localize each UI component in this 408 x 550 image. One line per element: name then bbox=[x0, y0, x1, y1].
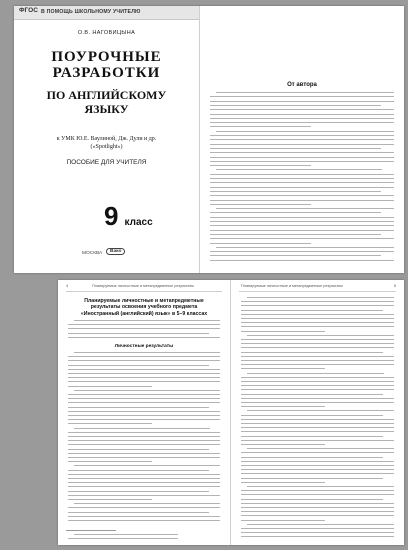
text-line bbox=[241, 511, 394, 512]
text-line bbox=[247, 486, 394, 487]
text-line bbox=[241, 385, 394, 386]
publisher-city: МОСКВА bbox=[82, 251, 103, 256]
text-line bbox=[68, 486, 220, 487]
text-line bbox=[210, 118, 394, 119]
text-line bbox=[68, 398, 220, 399]
text-line bbox=[210, 234, 381, 235]
text-line bbox=[68, 444, 220, 445]
text-line bbox=[210, 221, 394, 222]
umk-line-1: к УМК Ю.Е. Ваулиной, Дж. Дули и др. bbox=[56, 136, 157, 142]
text-line bbox=[68, 474, 220, 475]
text-line bbox=[241, 452, 394, 453]
book-subtitle-line-2: ЯЗЫКУ bbox=[84, 102, 129, 116]
header-rule bbox=[66, 291, 222, 292]
page-five bbox=[231, 280, 404, 545]
text-line bbox=[241, 528, 394, 529]
text-line bbox=[74, 390, 220, 391]
text-line bbox=[210, 144, 394, 145]
text-line bbox=[241, 343, 394, 344]
text-line bbox=[210, 178, 394, 179]
teacher-guide-label: ПОСОБИЕ ДЛЯ УЧИТЕЛЯ bbox=[66, 159, 147, 166]
text-line bbox=[68, 360, 220, 361]
text-line bbox=[68, 516, 220, 517]
text-line bbox=[68, 365, 209, 366]
text-line bbox=[216, 169, 382, 170]
page-number-left: 4 bbox=[66, 284, 69, 288]
footnote-rule bbox=[66, 530, 116, 531]
text-line bbox=[68, 369, 220, 370]
series-label: В ПОМОЩЬ ШКОЛЬНОМУ УЧИТЕЛЮ bbox=[41, 9, 141, 15]
page-number-right: 5 bbox=[393, 284, 396, 288]
chapter-title-line-3: «Иностранный (английский) язык» в 5–9 классах bbox=[80, 310, 208, 317]
grade-label bbox=[104, 201, 153, 232]
text-line bbox=[241, 494, 394, 495]
text-line bbox=[68, 512, 209, 513]
text-line bbox=[241, 436, 383, 437]
text-line bbox=[210, 165, 311, 166]
text-line bbox=[68, 324, 220, 325]
text-line bbox=[68, 520, 220, 521]
text-line bbox=[210, 204, 311, 205]
text-line bbox=[68, 328, 220, 329]
text-line bbox=[210, 161, 394, 162]
text-line bbox=[68, 499, 152, 500]
text-line bbox=[74, 428, 210, 429]
text-line bbox=[241, 314, 394, 315]
page-four bbox=[58, 280, 231, 545]
text-line bbox=[210, 238, 394, 239]
text-line bbox=[68, 373, 220, 374]
text-line bbox=[241, 415, 383, 416]
text-line bbox=[241, 402, 394, 403]
text-line bbox=[68, 538, 178, 539]
text-line bbox=[210, 182, 394, 183]
text-line bbox=[241, 440, 394, 441]
text-line bbox=[210, 174, 394, 175]
book-subtitle-line-1: ПО АНГЛИЙСКОМУ bbox=[46, 88, 167, 102]
text-line bbox=[210, 109, 394, 110]
text-line bbox=[247, 335, 394, 336]
header-rule bbox=[239, 291, 396, 292]
text-line bbox=[210, 243, 311, 244]
text-line bbox=[210, 135, 394, 136]
text-line bbox=[68, 495, 220, 496]
text-line bbox=[241, 331, 325, 332]
text-line bbox=[241, 444, 325, 445]
text-line bbox=[68, 449, 209, 450]
text-line bbox=[68, 432, 220, 433]
text-line bbox=[241, 368, 325, 369]
text-line bbox=[68, 333, 209, 334]
text-line bbox=[68, 507, 220, 508]
text-line bbox=[68, 453, 220, 454]
text-line bbox=[247, 297, 394, 298]
text-line bbox=[68, 457, 220, 458]
text-line bbox=[241, 364, 394, 365]
text-line bbox=[68, 411, 220, 412]
text-line bbox=[210, 191, 381, 192]
book-title-line-1: ПОУРОЧНЫЕ bbox=[51, 49, 162, 65]
text-line bbox=[210, 225, 394, 226]
umk-reference bbox=[24, 136, 189, 151]
text-line bbox=[210, 152, 394, 153]
text-line bbox=[241, 322, 394, 323]
text-line bbox=[241, 499, 383, 500]
text-line bbox=[241, 406, 325, 407]
running-head-right: Планируемые личностные и метапредметные результаты bbox=[241, 284, 344, 288]
book-title-line-2: РАЗРАБОТКИ bbox=[52, 65, 161, 81]
text-line bbox=[241, 469, 394, 470]
text-line bbox=[74, 465, 220, 466]
text-line bbox=[68, 478, 220, 479]
text-line bbox=[241, 381, 394, 382]
text-line bbox=[68, 394, 220, 395]
text-line bbox=[68, 482, 220, 483]
text-line bbox=[210, 122, 394, 123]
text-line bbox=[210, 126, 311, 127]
text-line bbox=[210, 255, 381, 256]
text-line bbox=[241, 482, 325, 483]
series-band bbox=[14, 6, 199, 20]
text-line bbox=[68, 470, 209, 471]
text-line bbox=[68, 419, 220, 420]
text-line bbox=[210, 230, 394, 231]
text-line bbox=[68, 440, 220, 441]
text-line bbox=[68, 386, 152, 387]
text-line bbox=[241, 318, 394, 319]
text-line bbox=[247, 524, 394, 525]
text-line bbox=[241, 305, 394, 306]
text-line bbox=[241, 301, 394, 302]
text-line bbox=[241, 377, 394, 378]
chapter-title-line-1: Планируемые личностные и метапредметные bbox=[84, 298, 204, 304]
text-line bbox=[68, 436, 220, 437]
text-line bbox=[210, 200, 394, 201]
text-line bbox=[68, 337, 220, 338]
text-line bbox=[247, 410, 394, 411]
text-line bbox=[241, 461, 394, 462]
text-line bbox=[241, 431, 394, 432]
text-line bbox=[241, 520, 325, 521]
text-line bbox=[68, 407, 209, 408]
text-line bbox=[210, 251, 394, 252]
text-line bbox=[210, 114, 394, 115]
text-line bbox=[241, 465, 394, 466]
text-line bbox=[241, 326, 394, 327]
text-line bbox=[247, 373, 384, 374]
text-line bbox=[241, 478, 383, 479]
text-line bbox=[210, 212, 381, 213]
title-page bbox=[14, 6, 200, 273]
text-line bbox=[247, 448, 394, 449]
text-line bbox=[216, 131, 394, 132]
text-line bbox=[68, 381, 220, 382]
umk-line-2: («Spotlight») bbox=[90, 143, 123, 150]
text-line bbox=[68, 402, 220, 403]
chapter-title-line-2: результаты освоения учебного предмета bbox=[90, 304, 198, 311]
chapter-title bbox=[68, 298, 220, 317]
text-line bbox=[210, 105, 381, 106]
text-line bbox=[241, 360, 394, 361]
text-line bbox=[241, 536, 394, 537]
text-line bbox=[241, 310, 383, 311]
text-line bbox=[241, 490, 394, 491]
text-line bbox=[241, 515, 394, 516]
text-line bbox=[210, 139, 394, 140]
fgos-logo: ФГОС bbox=[19, 7, 38, 14]
text-line bbox=[216, 92, 394, 93]
text-line bbox=[241, 356, 394, 357]
text-line bbox=[210, 101, 394, 102]
text-line bbox=[210, 148, 381, 149]
text-line bbox=[241, 352, 383, 353]
text-line bbox=[241, 347, 394, 348]
text-line bbox=[74, 534, 178, 535]
text-line bbox=[241, 473, 394, 474]
text-line bbox=[241, 389, 394, 390]
text-line bbox=[68, 415, 220, 416]
book-title bbox=[14, 49, 199, 81]
text-line bbox=[68, 356, 220, 357]
text-line bbox=[210, 187, 394, 188]
text-line bbox=[241, 419, 394, 420]
text-line bbox=[210, 195, 394, 196]
text-line bbox=[210, 157, 394, 158]
text-line bbox=[241, 394, 383, 395]
text-line bbox=[210, 217, 394, 218]
text-line bbox=[74, 320, 220, 321]
publisher-logo: Вако bbox=[106, 248, 125, 255]
personal-results-heading: Личностные результаты bbox=[114, 344, 174, 349]
text-line bbox=[241, 398, 394, 399]
text-line bbox=[241, 339, 394, 340]
text-line bbox=[210, 260, 394, 261]
text-line bbox=[68, 461, 152, 462]
text-line bbox=[68, 377, 220, 378]
running-head-left: Планируемые личностные и метапредметные результаты bbox=[92, 284, 195, 288]
text-line bbox=[241, 427, 394, 428]
text-line bbox=[241, 503, 394, 504]
text-line bbox=[74, 352, 220, 353]
bottom-book-spread bbox=[58, 280, 404, 545]
foreword-heading: От автора bbox=[287, 82, 317, 88]
text-line bbox=[68, 491, 209, 492]
text-line bbox=[216, 247, 394, 248]
text-line bbox=[210, 96, 394, 97]
author-foreword-page bbox=[200, 6, 404, 273]
grade-word: класс bbox=[124, 217, 153, 228]
text-line bbox=[241, 457, 383, 458]
book-subtitle bbox=[14, 88, 199, 116]
text-line bbox=[74, 503, 220, 504]
text-line bbox=[68, 423, 152, 424]
text-line bbox=[241, 532, 394, 533]
text-line bbox=[216, 208, 394, 209]
text-line bbox=[241, 423, 394, 424]
grade-number: 9 bbox=[104, 201, 119, 231]
text-line bbox=[241, 507, 394, 508]
top-book-spread bbox=[14, 6, 404, 273]
author-name: О.В. НАГОВИЦЫНА bbox=[77, 30, 136, 36]
